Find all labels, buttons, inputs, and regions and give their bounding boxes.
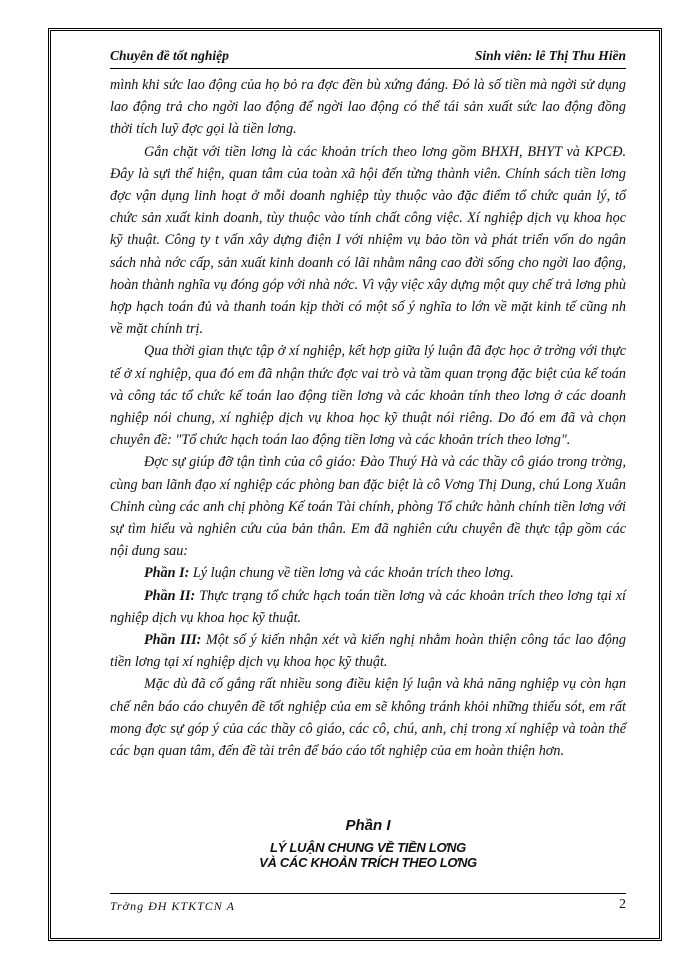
paragraph: Gắn chặt với tiền lơng là các khoản trích theo lơng gồm BHXH, BHYT và KPCĐ. Đây là sựi thể hiện, quan tâm của toàn xã hội đến từng thành viên. Chính sách tiền lơng đợc vận dụng linh hoạt ở mỗi doanh nghiệp tùy thuộc vào đặc điểm tổ chức quản lý, tổ chức sản xuất kinh doanh, tùy thuộc vào tính chất công việc. Xí nghiệp dịch vụ khoa học kỹ thuật. Công ty t vấn xây dựng điện I với nhiệm vụ bảo tồn và phát triển vốn do ngân sách nhà nớc cấp, sản xuất kinh doanh có lãi nhằm nâng cao đời sống cho ngời lao động, hoàn thành nghĩa vụ đóng góp với nhà nớc. Vì vậy việc xây dựng một quy chế trả lơng phù hợp hạch toán đủ và thanh toán kịp thời có một số ý nghĩa to lớn về mặt kinh tế cũng nh về mặt chính trị.	[110, 143, 626, 338]
part-label: Phần III:	[144, 632, 202, 649]
part-item	[110, 562, 626, 584]
paragraph: Đợc sự giúp đỡ tận tình của cô giáo: Đào Thuý Hà và các thầy cô giáo trong trờng, cùng ban lãnh đạo xí nghiệp các phòng ban đặc biệt là cô Vơng Thị Dung, chú Long Xuân Chỉnh cùng các anh chị phòng Kế toán Tài chính, phòng Tổ chức hành chính tiền lơng với sự tìm hiểu và nghiên cứu của bản thân. Em đã nghiên cứu chuyên đề thực tập gồm các nội dung sau:	[110, 454, 626, 560]
footer-rule	[110, 893, 626, 894]
part-text: Một số ý kiến nhận xét và kiến nghị nhằm hoàn thiện công tác lao động tiền lơng tại xí nghiệp dịch vụ khoa học kỹ thuật.	[110, 632, 626, 671]
page-number: 2	[619, 897, 626, 912]
paragraph: Qua thời gian thực tập ở xí nghiệp, kết hợp giữa lý luận đã đợc học ở trờng với thực tế ở xí nghiệp, qua đó em đã nhận thức đợc vai trò và tầm quan trọng đặc biệt của kế toán và công tác tổ chức kế toán lao động tiền lơng và các khoản tính theo lơng ở các doanh nghiệp nói chung, xí nghiệp dịch vụ khoa học kỹ thuật nói riêng. Do đó em đã và chọn chuyên đề: "Tổ chức hạch toán lao động tiền lơng và các khoản trích theo lơng".	[110, 343, 626, 449]
paragraph: Mặc dù đã cố gắng rất nhiều song điều kiện lý luận và khả năng nghiệp vụ còn hạn chế nên báo cáo chuyên đề tốt nghiệp của em sẽ không tránh khỏi những thiếu sót, em rất mong đợc sự góp ý của các thầy cô giáo, các cô, chú, anh, chị trong xí nghiệp và toàn thể các bạn quan tâm, đến đề tài trên để báo cáo tốt nghiệp của em hoàn thiện hơn.	[110, 676, 626, 760]
document-body	[110, 74, 626, 762]
footer-school: Trờng ĐH KTKTCN A	[110, 899, 235, 913]
part-label: Phần II:	[144, 587, 196, 604]
header-student: Sinh viên: lê Thị Thu Hiền	[474, 48, 626, 63]
section-label: Phần I	[345, 817, 391, 834]
part-item	[110, 585, 626, 629]
page-footer	[110, 899, 626, 919]
part-text: Thực trạng tổ chức hạch toán tiền lơng và các khoản trích theo lơng tại xí nghiệp dịch vụ khoa học kỹ thuật.	[110, 587, 627, 626]
paragraph: mình khi sức lao động của họ bỏ ra đợc đền bù xứng đáng. Đó là số tiền mà ngời sử dụng lao động trả cho ngời lao động để ngời lao động có thể tái sản xuất sức lao động đồng thời tích luỹ đợc gọi là tiền lơng.	[110, 77, 626, 138]
part-label: Phần I:	[144, 565, 190, 582]
header-title: Chuyên đề tốt nghiệp	[110, 48, 229, 63]
chapter-title	[110, 840, 626, 870]
header-rule	[110, 68, 626, 69]
chapter-title-line: VÀ CÁC KHOẢN TRÍCH THEO LƠNG	[259, 855, 477, 870]
chapter-title-line: LÝ LUẬN CHUNG VỀ TIỀN LƠNG	[270, 840, 466, 855]
page-header	[110, 46, 626, 68]
part-text: Lý luận chung về tiền lơng và các khoản trích theo lơng.	[192, 565, 514, 582]
part-item	[110, 629, 626, 673]
